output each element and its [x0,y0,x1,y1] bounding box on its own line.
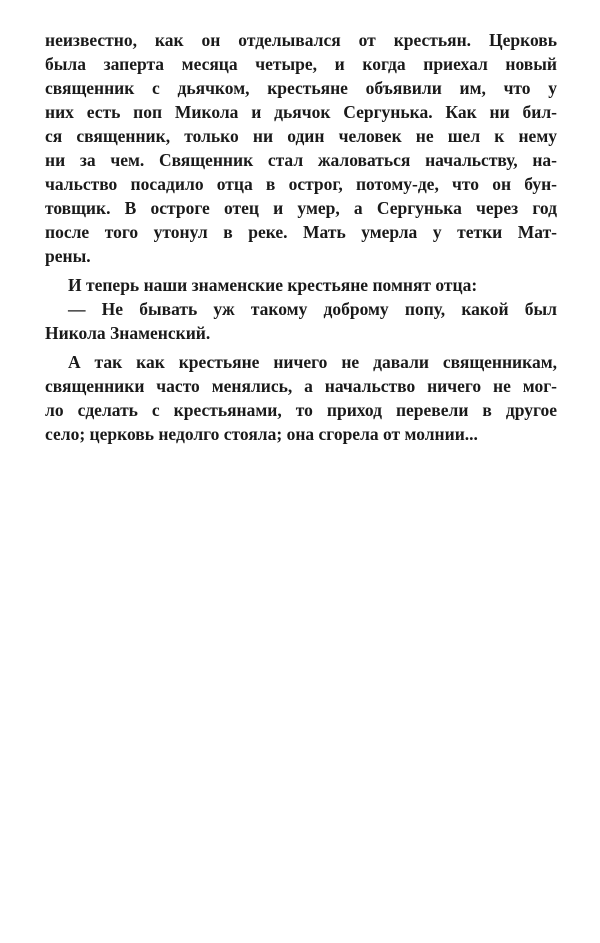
text-line: И теперь наши знаменские крестьяне помнят отца: [68,275,478,295]
paragraph-1 [45,28,557,268]
text-line: чальство посадило отца в острог, потому-де, что он бун- [45,174,557,194]
text-line: ло сделать с крестьянами, то приход перевели в другое [45,400,557,420]
text-line: них есть поп Микола и дьячок Сергунька. Как ни бил- [45,102,557,122]
text-line: ни за чем. Священник стал жаловаться начальству, на- [45,150,557,170]
text-line: была заперта месяца четыре, и когда приехал новый [45,54,557,74]
text-line: — Не бывать уж такому доброму попу, какой был [68,299,557,319]
text-line: священник с дьячком, крестьяне объявили им, что у [45,78,557,98]
text-line: после того утонул в реке. Мать умерла у тетки Мат- [45,222,557,242]
text-line: ся священник, только ни один человек не шел к нему [45,126,557,146]
paragraph-3 [45,297,557,345]
text-line: село; церковь недолго стояла; она сгорела от молнии... [45,424,478,444]
paragraph-2 [45,273,557,297]
text-line: священники часто менялись, а начальство ничего не мог- [45,376,557,396]
body-text [45,28,557,446]
text-line: А так как крестьяне ничего не давали священникам, [68,352,557,372]
text-line: Никола Знаменский. [45,323,211,343]
text-line: рены. [45,246,91,266]
text-line: товщик. В остроге отец и умер, а Сергунька через год [45,198,557,218]
paragraph-4 [45,350,557,446]
text-line: неизвестно, как он отделывался от крестьян. Церковь [45,30,557,50]
